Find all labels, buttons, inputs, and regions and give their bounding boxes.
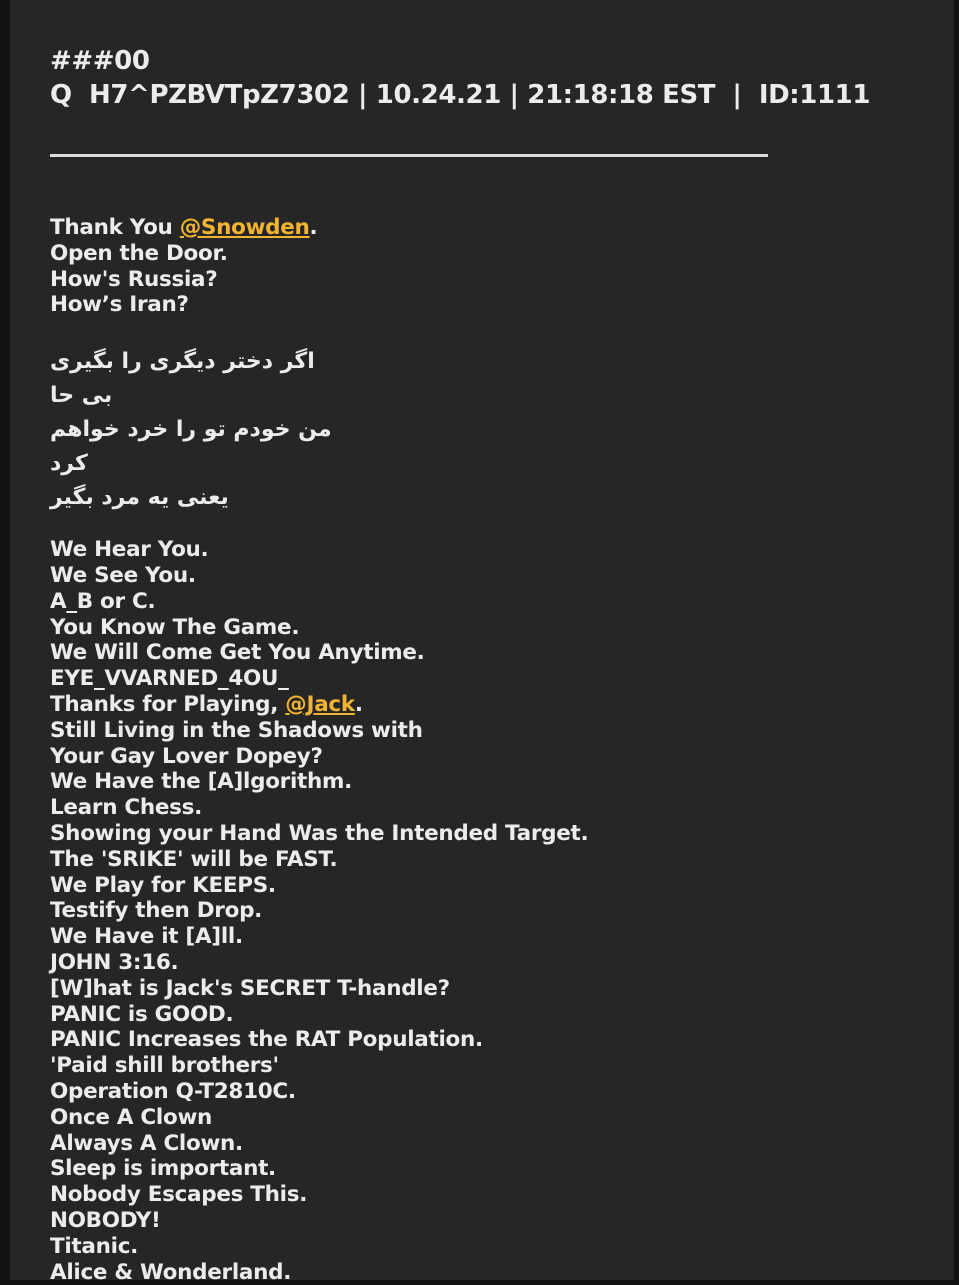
text-line: We Have the [A]lgorithm. xyxy=(50,769,930,795)
text-line: Testify then Drop. xyxy=(50,898,930,924)
persian-line: من خودم تو را خرد خواهم کرد xyxy=(50,413,350,481)
text-line: 'Paid shill brothers' xyxy=(50,1053,930,1079)
text-line: We Will Come Get You Anytime. xyxy=(50,640,930,666)
thanks-for-playing-line xyxy=(50,692,930,718)
message-section xyxy=(50,537,930,1285)
persian-line: یعنی یه مرد بگیر xyxy=(50,481,350,515)
text-line: We Hear You. xyxy=(50,537,930,563)
persian-line: اگر دختر دیگری را بگیری بی حا xyxy=(50,345,350,413)
thank-suffix: . xyxy=(310,215,318,240)
text-line: A_B or C. xyxy=(50,589,930,615)
text-line: Nobody Escapes This. xyxy=(50,1182,930,1208)
text-line: Once A Clown xyxy=(50,1105,930,1131)
intro-section xyxy=(50,215,930,318)
thank-you-line xyxy=(50,215,930,241)
thanks-suffix: . xyxy=(355,692,363,717)
text-line: PANIC is GOOD. xyxy=(50,1002,930,1028)
text-line: Sleep is important. xyxy=(50,1156,930,1182)
text-line: Learn Chess. xyxy=(50,795,930,821)
text-line: Always A Clown. xyxy=(50,1131,930,1157)
mention-snowden-link[interactable]: @Snowden xyxy=(180,215,310,240)
text-line: Alice & Wonderland. xyxy=(50,1260,930,1285)
post-number: ###00 xyxy=(50,44,930,78)
text-line: We Have it [A]ll. xyxy=(50,924,930,950)
post-meta-line: Q H7^PZBVTpZ7302 | 10.24.21 | 21:18:18 EST | ID:1111 xyxy=(50,78,930,112)
text-line: JOHN 3:16. xyxy=(50,950,930,976)
thank-prefix: Thank You xyxy=(50,215,180,240)
text-line: Your Gay Lover Dopey? xyxy=(50,744,930,770)
mention-jack-link[interactable]: @Jack xyxy=(285,692,355,717)
note-document xyxy=(50,44,930,1285)
text-line: Showing your Hand Was the Intended Target. xyxy=(50,821,930,847)
thanks-prefix: Thanks for Playing, xyxy=(50,692,285,717)
text-line: Titanic. xyxy=(50,1234,930,1260)
persian-section xyxy=(50,345,350,515)
text-line: NOBODY! xyxy=(50,1208,930,1234)
note-panel xyxy=(10,0,954,1280)
text-line: How’s Iran? xyxy=(50,292,930,318)
text-line: Open the Door. xyxy=(50,241,930,267)
text-line: [W]hat is Jack's SECRET T-handle? xyxy=(50,976,930,1002)
text-line: How's Russia? xyxy=(50,267,930,293)
text-line: We Play for KEEPS. xyxy=(50,873,930,899)
text-line: EYE_VVARNED_4OU_ xyxy=(50,666,930,692)
text-line: PANIC Increases the RAT Population. xyxy=(50,1027,930,1053)
text-line: Operation Q-T2810C. xyxy=(50,1079,930,1105)
text-line: Still Living in the Shadows with xyxy=(50,718,930,744)
header-divider xyxy=(50,154,768,157)
text-line: The 'SRIKE' will be FAST. xyxy=(50,847,930,873)
text-line: We See You. xyxy=(50,563,930,589)
text-line: You Know The Game. xyxy=(50,615,930,641)
